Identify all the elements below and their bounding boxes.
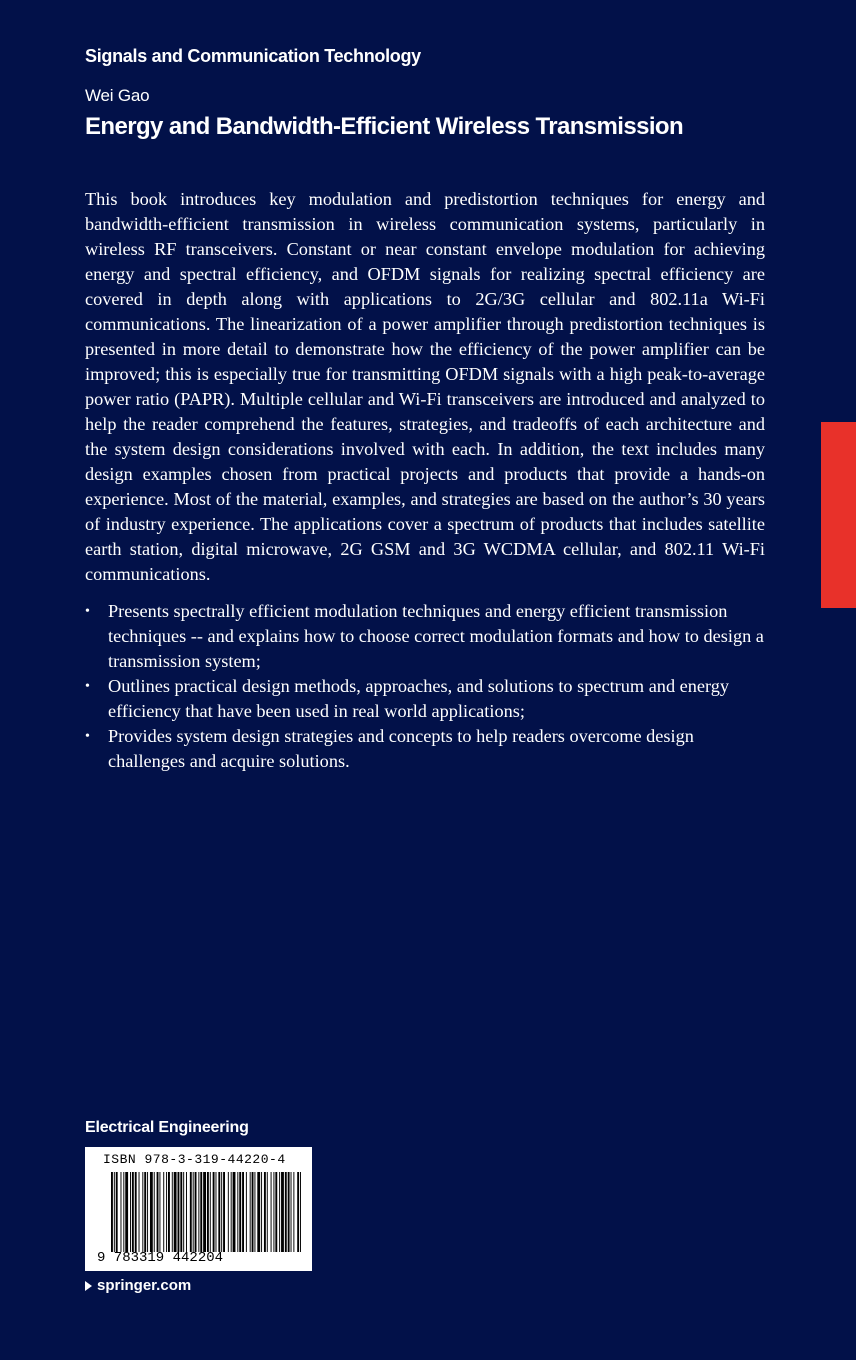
- list-item: [85, 724, 765, 774]
- barcode-digits: 9 783319 442204: [97, 1250, 224, 1266]
- bullet-icon: •: [85, 604, 90, 619]
- book-description: This book introduces key modulation and predistortion techniques for energy and bandwidth-efficient transmission in wireless communication systems, particularly in wireless RF transceivers. Constant or near constant envelope modulation for achieving energy and spectral efficiency, and OFDM signals for realizing spectral efficiency are covered in depth along with applications to 2G/3G cellular and 802.11a Wi-Fi communications. The linearization of a power amplifier through predistortion techniques is presented in more detail to demonstrate how the efficiency of the power amplifier can be improved; this is especially true for transmitting OFDM signals with a high peak-to-average power ratio (PAPR). Multiple cellular and Wi-Fi transceivers are introduced and analyzed to help the reader comprehend the features, strategies, and tradeoffs of each architecture and the system design considerations involved with each. In addition, the text includes many design examples chosen from practical projects and products that provide a hands-on experience. Most of the material, examples, and strategies are based on the author’s 30 years of industry experience. The applications cover a spectrum of products that includes satellite earth station, digital microwave, 2G GSM and 3G WCDMA cellular, and 802.11 Wi-Fi communications.: [85, 189, 765, 584]
- publisher-link[interactable]: [85, 1277, 191, 1294]
- subject-category: Electrical Engineering: [85, 1119, 249, 1136]
- arrow-right-icon: [85, 1281, 92, 1291]
- author-name: Wei Gao: [85, 86, 150, 105]
- publisher-label: springer.com: [97, 1277, 192, 1294]
- list-item-text: Presents spectrally efficient modulation techniques and energy efficient transmission techniques -- and explains how to choose correct modulation formats and how to design a transmission system;: [108, 601, 764, 671]
- book-title: Energy and Bandwidth-Efficient Wireless Transmission: [85, 113, 684, 140]
- isbn-barcode: [85, 1147, 312, 1271]
- accent-bar: [821, 422, 856, 608]
- bullet-icon: •: [85, 729, 90, 744]
- barcode-bars: [111, 1172, 301, 1252]
- feature-list: [85, 599, 765, 774]
- list-item: [85, 674, 765, 724]
- bullet-icon: •: [85, 679, 90, 694]
- list-item-text: Provides system design strategies and concepts to help readers overcome design challenges and acquire solutions.: [108, 726, 694, 771]
- list-item-text: Outlines practical design methods, approaches, and solutions to spectrum and energy efficiency that have been used in real world applications;: [108, 676, 730, 721]
- list-item: [85, 599, 765, 674]
- isbn-label: ISBN 978-3-319-44220-4: [103, 1152, 286, 1167]
- series-title: Signals and Communication Technology: [85, 46, 421, 66]
